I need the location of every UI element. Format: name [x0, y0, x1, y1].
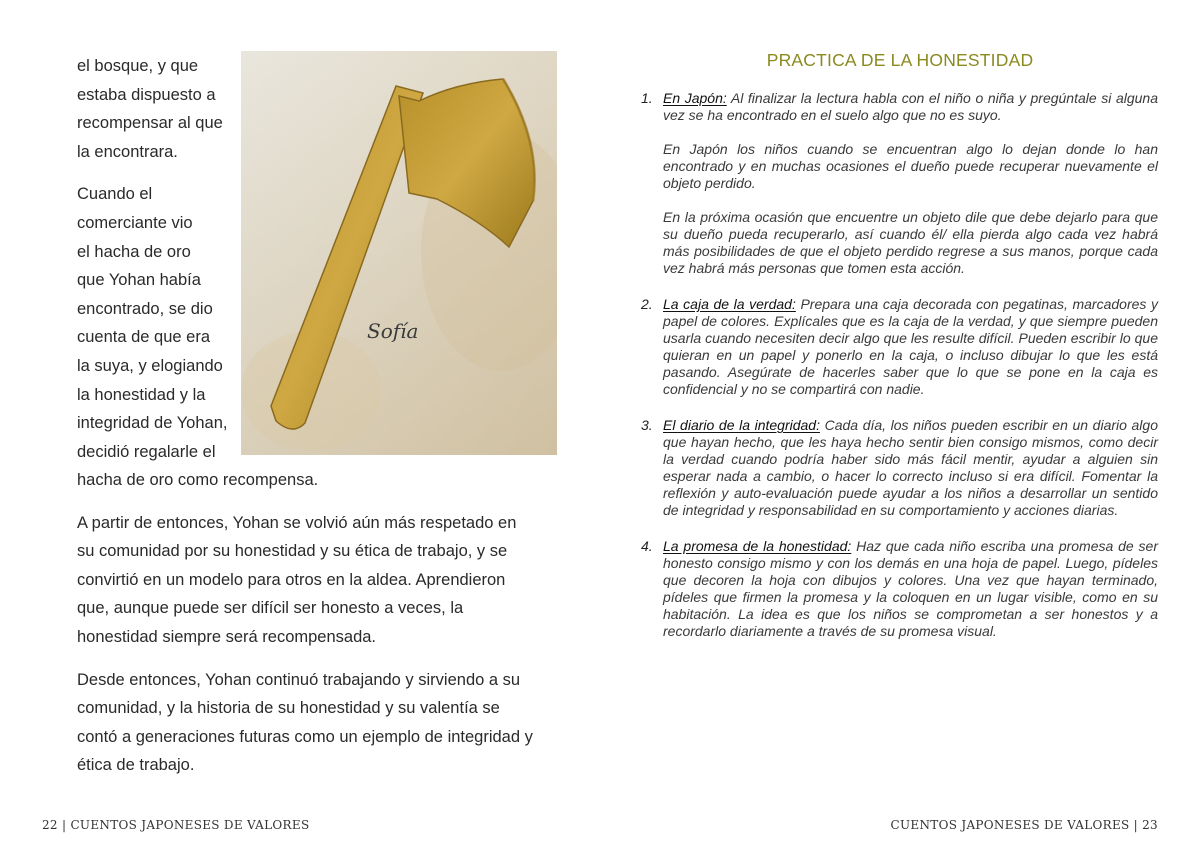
- activity-text: En Japón los niños cuando se encuentran algo lo dejan donde lo han encontrado y en muchas ocasiones el dueño puede recuperar nuevamente el objeto perdido.: [663, 141, 1158, 191]
- text-line: integridad de Yohan,: [77, 414, 228, 433]
- text-line: el hacha de oro: [77, 242, 191, 261]
- page-footer-right: CUENTOS JAPONESES DE VALORES | 23: [890, 818, 1158, 832]
- text-line: comerciante vio: [77, 213, 193, 232]
- text-line: cuenta de que era: [77, 328, 211, 347]
- text-line: la encontrara.: [77, 142, 178, 161]
- story-paragraph: Desde entonces, Yohan continuó trabajando y sirviendo a su comunidad, y la historia de su honestidad y su valentía se contó a generaciones futuras como un ejemplo de integridad y ética de trabajo.: [77, 670, 533, 775]
- activity-heading: La promesa de la honestidad:: [663, 538, 852, 554]
- text-line: la suya, y elogiando: [77, 356, 223, 375]
- section-title: PRACTICA DE LA HONESTIDAD: [766, 50, 1034, 70]
- activity-heading: El diario de la integridad:: [663, 417, 820, 433]
- activity-text: Prepara una caja decorada con pegatinas, marcadores y papel de colores. Explícales que es la caja de la verdad, y que siempre pueden usarla cuando necesiten decir algo que les resulte difícil. Pueden escribir lo que quieran en un papel y ponerlo en la caja, o incluso dibujar lo que les está pasando. Asegúrate de hacerles saber que lo que se pone en la caja es confidencial y no se compartirá con nadie.: [663, 296, 1158, 397]
- activity-heading: La caja de la verdad:: [663, 296, 796, 312]
- story-text: [77, 466, 537, 780]
- activity-item: [641, 90, 1158, 277]
- page-footer-left: 22 | CUENTOS JAPONESES DE VALORES: [42, 818, 310, 832]
- artist-signature: Sofía: [367, 319, 419, 343]
- text-line: estaba dispuesto a: [77, 85, 216, 104]
- activity-text: Al finalizar la lectura habla con el niño o niña y pregúntale si alguna vez se ha encontrado en el suelo algo que no es suyo.: [663, 90, 1159, 123]
- text-line: recompensar al que: [77, 114, 223, 133]
- text-line: la honestidad y la: [77, 385, 206, 404]
- text-line: que Yohan había: [77, 271, 201, 290]
- right-page: [600, 0, 1200, 857]
- text-line: decidió regalarle el: [77, 442, 216, 461]
- text-line: encontrado, se dio: [77, 299, 213, 318]
- axe-illustration: [241, 51, 557, 455]
- activity-heading: En Japón:: [663, 90, 727, 106]
- text-line: Cuando el: [77, 185, 153, 204]
- activity-text: En la próxima ocasión que encuentre un objeto dile que debe dejarlo para que su dueño pueda recuperarlo, así cuando él/ ella pierda algo cada vez habrá más posibilidades de que el objeto perdido regrese a sus manos, porque cada vez habrá más personas que tomen esta acción.: [663, 209, 1158, 276]
- wrapped-text-block: [77, 52, 237, 466]
- text-line: el bosque, y que: [77, 57, 199, 75]
- activity-number: 1.: [641, 90, 653, 106]
- story-paragraph: A partir de entonces, Yohan se volvió aún más respetado en su comunidad por su honestidad y su ética de trabajo, y se convirtió en un modelo para otros en la aldea. Aprendieron que, aunque puede ser difícil ser honesto a veces, la honestidad siempre será recompensada.: [77, 513, 517, 646]
- activity-item: [641, 538, 1158, 640]
- text-line: hacha de oro como recompensa.: [77, 471, 319, 489]
- activity-number: 3.: [641, 417, 653, 433]
- activity-number: 4.: [641, 538, 653, 554]
- activity-text: Haz que cada niño escriba una promesa de ser honesto consigo mismo y con los demás en una hoja de papel. Luego, pídeles que decoren la hoja con dibujos y colores. Una vez que hayan terminado, pídeles que firmen la promesa y la coloquen en un lugar visible, como en su habitación. La idea es que los niños se comprometan a ser honestos y a recordarlo diariamente a través de su promesa visual.: [663, 538, 1158, 639]
- activity-list: [641, 90, 1158, 659]
- activity-item: [641, 296, 1158, 398]
- activity-text: Cada día, los niños pueden escribir en un diario algo que hayan hecho, que les haya hecho sentir bien consigo mismos, como decir la verdad cuando podría haber sido más fácil mentir, ayudar a alguien sin esperar nada a cambio, o hacer lo correcto incluso si era difícil. Fomentar la reflexión y auto-evaluación puede ayudar a los niños a desarrollar un sentido de integridad y responsabilidad en su comportamiento y acciones diarias.: [663, 417, 1158, 518]
- axe-drawing: [241, 51, 557, 455]
- activity-item: [641, 417, 1158, 519]
- activity-number: 2.: [641, 296, 653, 312]
